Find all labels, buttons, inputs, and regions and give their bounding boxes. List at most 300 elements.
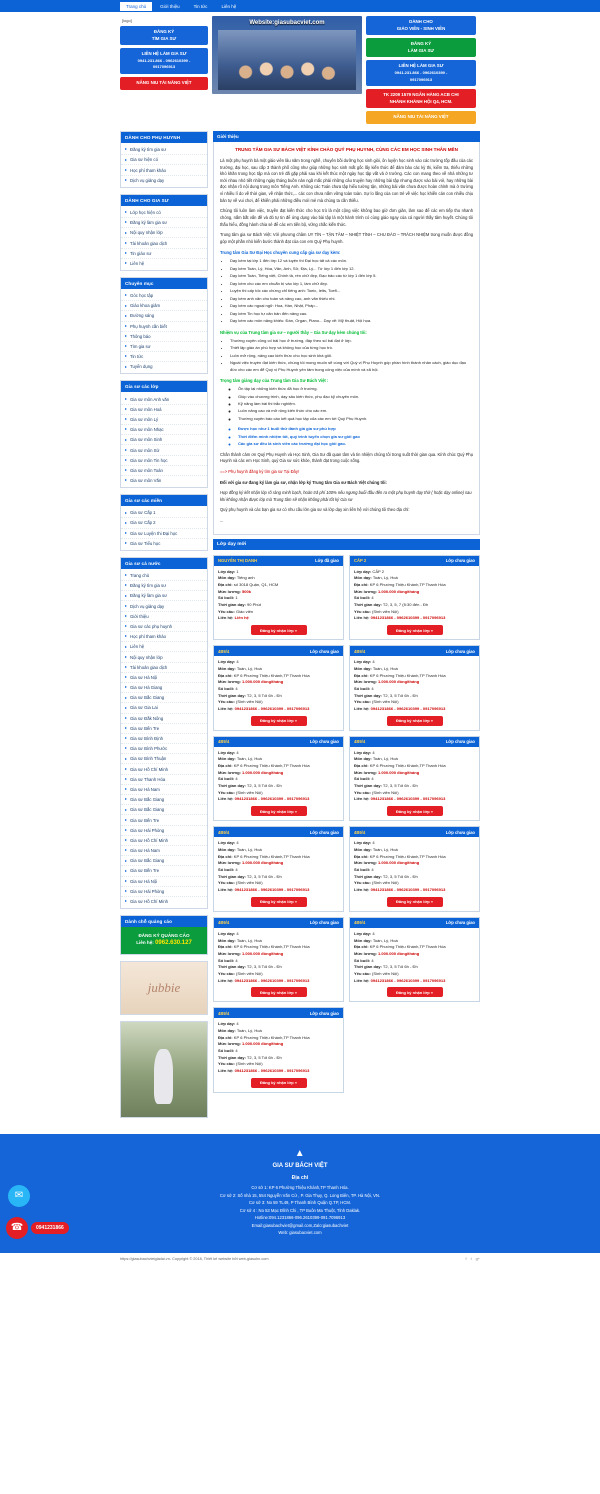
ad-register-line1: ĐĂNG KÝ QUẢNG CÁO [138, 933, 190, 939]
sidebar-item[interactable]: Gia sư môn Nhạc [121, 425, 207, 435]
sidebar-item[interactable]: Tin tức [121, 352, 207, 362]
contact-be-tutor-button[interactable] [366, 60, 476, 86]
ad-register-phone: 0962.630.127 [155, 940, 192, 947]
value-lop: 4 [236, 749, 239, 755]
label-diachi: Địa chỉ: [218, 853, 233, 859]
sidebar-item[interactable]: Gia sư môn Sử [121, 445, 207, 455]
ad-photo-image [121, 1022, 207, 1117]
sidebar-item[interactable]: Học phí tham khảo [121, 165, 207, 175]
sidebar-item[interactable]: Gia sư Thanh Hóa [121, 775, 207, 785]
footer-logo-icon: ▲ [294, 1148, 306, 1160]
class-row-diachi [218, 763, 339, 770]
article-list-item: • Dạy kèm tại lớp 1 đến lớp 12 và luyện thi Đại học tất cả các môn. [230, 258, 473, 264]
class-row-yeucau [218, 699, 339, 706]
ad-image-jubbie[interactable] [120, 961, 208, 1015]
sidebar-item[interactable]: Gia sư Bình Định [121, 734, 207, 744]
chat-icon[interactable]: ✉ [8, 1185, 30, 1207]
label-muc: Mức lương: [354, 588, 377, 594]
value-diachi: KP 6 Phường Thiệu Khánh,TP Thanh Hóa [233, 853, 310, 859]
value-yeucau: Giáo viên [236, 608, 254, 614]
class-row-yeucau [354, 699, 475, 706]
article-closing: Chân thành cảm ơn Quý Phụ Huynh và Học Sinh, Gia Sư đã quan tâm và tin nhiệm chúng tôi trong suốt thời gian qua. Kính chúc Quý Phụ Huynh và các em Học Sinh, quý Gia sư sức khỏe, thành đạt trong cuộc sống. [220, 451, 473, 464]
class-row-thoigian [218, 783, 339, 790]
article-paragraph: Chúng tôi luôn làm việc, truyền đạt kiến thức cho học trò là một cộng việc không bao giờ đơn giản, làm sao để các em tiếp thu nhanh chóng, nắm bắt vấn đề và đó tự tin để ứng dụng vào bài tập là một hành trình có cùng giáo ngay của cá người thầy tâm huyết. Chúng tôi thấu hiểu, đồng hành chia sẻ để các em tiến bộ, vững chắc kiến thức. [220, 208, 473, 227]
class-card-badge: Lớp chưa giao [309, 1010, 339, 1016]
class-card-body [350, 566, 479, 640]
value-diachi: KP 6 Phường Thiệu Khánh,TP Thanh Hóa [369, 581, 446, 587]
label-lienhe: Liên hệ: [218, 615, 234, 621]
class-card-body [350, 928, 479, 1002]
sidebar-item[interactable]: Tài khoản giao dịch [121, 663, 207, 673]
sidebar-panel-title: DÀNH CHO PHỤ HUYNH [121, 132, 207, 143]
label-mon: Môn dạy: [354, 847, 372, 852]
sidebar-item[interactable]: Lớp học hiện có [121, 208, 207, 218]
class-card-body [350, 747, 479, 821]
class-row-sobuoi [218, 958, 339, 965]
label-yeucau: Yêu cầu: [354, 608, 371, 614]
value-muc: 1.000.000 đồng/tháng [242, 860, 284, 866]
value-sobuoi: 4 [235, 867, 238, 873]
value-sobuoi: 4 [371, 776, 374, 782]
class-row-lienhe [218, 1068, 339, 1075]
contact-tutor-phone1: 0941.231.866 - 0962610399 - [137, 57, 191, 63]
class-card-header [350, 827, 479, 837]
label-lop: Lớp dạy: [354, 749, 372, 755]
label-sobuoi: Số buổi: [354, 867, 371, 873]
value-lienhe[interactable]: 0941231866 - 0962610399 - 0917096913 [370, 705, 446, 711]
label-sobuoi: Số buổi: [354, 957, 371, 963]
class-row-sobuoi [218, 595, 339, 602]
value-lienhe[interactable]: 0941231866 - 0962610399 - 0917096913 [370, 977, 446, 983]
sidebar-item[interactable]: Gia sư Hồ Chí Minh [121, 897, 207, 906]
bank-account-button[interactable] [366, 89, 476, 108]
nav-item-tin-tuc[interactable]: Tin tức [193, 3, 208, 9]
value-sobuoi: 4 [235, 1048, 238, 1054]
sidebar-item[interactable]: Đăng ký tìm gia sư [121, 145, 207, 155]
value-lop: 4 [236, 930, 239, 936]
label-mon: Môn dạy: [218, 575, 236, 581]
label-lop: Lớp dạy: [218, 749, 236, 755]
label-lop: Lớp dạy: [354, 568, 372, 574]
copyright-bar [0, 1253, 600, 1265]
value-lienhe[interactable]: 0941231866 - 0962610399 - 0917096913 [234, 977, 310, 983]
class-register-button[interactable]: Đăng ký nhận lớp » [251, 987, 307, 997]
class-card[interactable] [213, 1007, 344, 1093]
value-diachi: KP 6 Phường Thiệu Khánh,TP Thanh Hóa [369, 672, 446, 678]
value-diachi: KP 6 Phường Thiệu Khánh,TP Thanh Hóa [369, 944, 446, 950]
class-row-mon [218, 666, 339, 673]
sidebar-item[interactable]: Gia sư Hải Phòng [121, 826, 207, 836]
class-row-yeucau [218, 1061, 339, 1068]
sidebar-item[interactable]: Gia sư Luyện thi Đại học [121, 529, 207, 539]
value-lienhe[interactable]: 0941231866 - 0962610399 - 0917096913 [234, 705, 310, 711]
label-lienhe: Liên hệ: [218, 887, 234, 893]
sidebar-item[interactable]: Giới thiệu [121, 612, 207, 622]
value-yeucau: (Sinh viên Nội) [372, 699, 399, 705]
class-row-mon [354, 756, 475, 763]
sidebar-item[interactable]: Trang chủ [121, 571, 207, 581]
article-heading: TRUNG TÂM GIA SƯ BÁCH VIỆT KÍNH CHÀO QUÝ PHỤ HUYNH, CÙNG CÁC EM HỌC SINH THÂN MẾN [235, 147, 458, 153]
value-lienhe[interactable]: 0941231866 - 0962610399 - 0917096913 [370, 887, 446, 893]
sidebar-item[interactable]: Gia sư Hà Giang [121, 683, 207, 693]
label-mon: Môn dạy: [218, 756, 236, 762]
for-teachers-button[interactable] [366, 16, 476, 35]
class-card[interactable] [349, 555, 480, 641]
class-row-mon [354, 847, 475, 854]
phone-icon[interactable]: ☎ [6, 1217, 28, 1239]
label-thoigian: Thời gian dạy: [218, 602, 246, 607]
bank-account-line2: NHÁNH KHÁNH HỘI Q4, HCM. [389, 98, 453, 104]
class-card[interactable] [349, 917, 480, 1003]
class-row-sobuoi [218, 686, 339, 693]
sidebar-item[interactable]: Gia sư Bình Phước [121, 744, 207, 754]
sidebar-item[interactable]: Phụ huynh cần biết [121, 322, 207, 332]
value-diachi: KP 6 Phường Thiệu Khánh,TP Thanh Hóa [369, 763, 446, 769]
class-register-button[interactable]: Đăng ký nhận lớp » [387, 806, 443, 816]
value-lop: 4 [372, 749, 375, 755]
header-banner [212, 16, 362, 94]
value-muc: 1.000.000 đồng/tháng [378, 679, 420, 685]
value-thoigian: 90 Phút [246, 602, 261, 607]
label-thoigian: Thời gian dạy: [218, 873, 246, 879]
label-thoigian: Thời gian dạy: [354, 602, 382, 607]
label-diachi: Địa chỉ: [354, 581, 369, 587]
sidebar-item[interactable]: Dịch vụ giảng dạy [121, 176, 207, 185]
article-box [213, 142, 480, 535]
sidebar-item[interactable]: Giáo khoa giảm [121, 301, 207, 311]
value-lienhe[interactable]: 0941231866 - 0962610399 - 0917096913 [234, 887, 310, 893]
label-sobuoi: Số buổi: [218, 776, 235, 782]
class-row-yeucau [218, 880, 339, 887]
sidebar-item[interactable]: Gia sư môn Hoá [121, 405, 207, 415]
label-sobuoi: Số buổi: [354, 776, 371, 782]
value-diachi: KP 6 Phường Thiệu Khánh,TP Thanh Hóa [369, 853, 446, 859]
sidebar-item[interactable]: Gia sư Bắc Giang [121, 856, 207, 866]
label-muc: Mức lương: [354, 679, 377, 685]
value-diachi: KP 6 Phường Thiệu Khánh,TP Thanh Hóa [233, 1034, 310, 1040]
class-register-button[interactable]: Đăng ký nhận lớp » [387, 625, 443, 635]
label-mon: Môn dạy: [218, 1028, 236, 1034]
contact-tutor-button[interactable] [120, 48, 208, 74]
class-card-code: 4B9/4 [218, 1010, 230, 1016]
sidebar-item[interactable]: Gia sư môn Anh văn [121, 394, 207, 404]
nav-item-gioi-thieu[interactable]: Giới thiệu [160, 3, 180, 9]
class-row-thoigian [354, 602, 475, 609]
class-card-badge: Lớp chưa giao [445, 829, 475, 835]
twitter-icon[interactable]: t [470, 1256, 472, 1261]
article-strong-list [238, 426, 473, 447]
class-row-sobuoi [218, 776, 339, 783]
contact-tutor-line1: LIÊN HỆ LÀM GIA SƯ [141, 51, 187, 57]
label-muc: Mức lương: [218, 950, 241, 956]
class-card[interactable] [213, 736, 344, 822]
value-muc: 1.000.000 đồng/tháng [378, 860, 420, 866]
sidebar-item[interactable]: Gia sư Bến Tre [121, 815, 207, 825]
class-register-button[interactable]: Đăng ký nhận lớp » [251, 806, 307, 816]
value-sobuoi: 4 [235, 776, 238, 782]
value-muc: 1.000.000 đồng/tháng [378, 769, 420, 775]
sidebar-item[interactable]: Tài khoản giao dịch [121, 238, 207, 248]
label-yeucau: Yêu cầu: [354, 880, 371, 886]
register-find-tutor-button[interactable] [120, 26, 208, 45]
label-mon: Môn dạy: [354, 756, 372, 762]
class-row-lienhe [354, 796, 475, 803]
main-content [213, 131, 480, 1093]
sidebar-item[interactable]: Đăng ký làm gia sư [121, 218, 207, 228]
sidebar-item[interactable]: Đăng ký tìm gia sư [121, 581, 207, 591]
value-lop: 4 [236, 659, 239, 665]
sidebar-item[interactable]: Gia sư Cấp 2 [121, 518, 207, 528]
nav-item-trang-chu[interactable]: Trang chủ [120, 2, 152, 11]
sidebar-item[interactable]: Tuyển dụng [121, 362, 207, 371]
value-lienhe[interactable]: 0941231866 - 0962610399 - 0917096913 [234, 1068, 310, 1074]
class-row-sobuoi [354, 958, 475, 965]
sidebar-item[interactable]: Gia sư Bắc Giang [121, 805, 207, 815]
class-row-yeucau [354, 880, 475, 887]
class-row-muc [354, 951, 475, 958]
class-row-sobuoi [218, 1048, 339, 1055]
sidebar-item[interactable]: Thông báo [121, 332, 207, 342]
sidebar-item[interactable]: Học phí tham khảo [121, 632, 207, 642]
sidebar-panel-title: Gia sư cả nước [121, 558, 207, 569]
article-list-item: • Dạy kèm Toán, Tiếng việt, Chính tả, rèn chữ đẹp, Đạo bảo các từ lớp 1 đến lớp 5. [230, 273, 473, 279]
value-sobuoi: 4 [371, 867, 374, 873]
class-card-grid [213, 550, 480, 1093]
ad-register-banner[interactable] [121, 927, 207, 954]
sidebar-item[interactable]: Nội quy nhận lớp [121, 228, 207, 238]
register-be-tutor-button[interactable] [366, 38, 476, 57]
class-row-thoigian [354, 783, 475, 790]
label-diachi: Địa chỉ: [218, 944, 233, 950]
class-card-body [350, 656, 479, 730]
google-plus-icon[interactable]: g+ [475, 1256, 480, 1261]
value-lienhe[interactable]: 0941231866 - 0962610399 - 0917096913 [234, 796, 310, 802]
article-list-item: • Dạy kèm Toán, Lý, Hóa, Văn, Anh, Sử, Địa, Lý... Từ lớp 1 đến lớp 12. [230, 266, 473, 272]
sidebar-item[interactable]: Tìm gia sư [121, 342, 207, 352]
sidebar-item[interactable]: Gia sư các phụ huynh [121, 622, 207, 632]
sidebar-panel-phu-huynh [120, 131, 208, 188]
sidebar-item[interactable]: Nội quy nhận lớp [121, 652, 207, 662]
class-card-badge: Lớp chưa giao [445, 558, 475, 564]
for-teachers-line2: GIÁO VIÊN - SINH VIÊN [396, 25, 446, 31]
sidebar-item[interactable]: Gia sư Hà Nội [121, 877, 207, 887]
class-row-diachi [354, 582, 475, 589]
value-thoigian: T2, 3, 5 Tối 6h - Đh [382, 692, 418, 698]
footer-address-line: Cơ sở 2: Số nhà 15, 554 Nguyễn Văn Cừ , P. Gia Thụy, Q. Long Biên, TP. Hà Nội, VN. [219, 1192, 381, 1198]
value-lop: CẤP 2 [372, 568, 385, 574]
label-diachi: Địa chỉ: [354, 763, 369, 769]
nav-item-lien-he[interactable]: Liên hệ [221, 3, 237, 9]
sidebar-item[interactable]: Gia sư Gia Lai [121, 703, 207, 713]
sidebar-item[interactable]: Gia sư Hà Nội [121, 673, 207, 683]
sidebar-panel-chuyen-muc [120, 277, 208, 375]
article-list-item: ◦ Luôn nâng cao và mở rộng kiến thức cho các em. [238, 408, 473, 414]
class-register-button[interactable]: Đăng ký nhận lớp » [251, 716, 307, 726]
slogan-button-right[interactable]: NÂNG NIU TÀI NĂNG VIỆT [366, 111, 476, 124]
slogan-button-left[interactable]: NÂNG NIU TÀI NĂNG VIỆT [120, 77, 208, 90]
label-lienhe: Liên hệ: [354, 977, 370, 983]
site-logo[interactable]: [logo] [122, 18, 132, 23]
label-lop: Lớp dạy: [218, 659, 236, 665]
sidebar-panel-title: Chuyên mục [121, 278, 207, 289]
class-card[interactable] [213, 917, 344, 1003]
ad-register-line2: Liên hệ: [136, 940, 154, 946]
label-lienhe: Liên hệ: [354, 615, 370, 621]
class-card[interactable] [349, 645, 480, 731]
value-lop: 4 [372, 659, 375, 665]
sidebar-item[interactable]: Gia sư Tiểu học [121, 539, 207, 548]
label-thoigian: Thời gian dạy: [218, 1054, 246, 1060]
class-row-yeucau [354, 609, 475, 616]
class-card-code: 4B9/4 [218, 920, 230, 926]
sidebar-item[interactable]: Liên hệ [121, 259, 207, 268]
class-row-diachi [218, 582, 339, 589]
article-list-item: ◦ Các gia sư đều là sinh viên các trường đại học giỏi gao. [238, 441, 473, 447]
class-register-button[interactable]: Đăng ký nhận lớp » [387, 716, 443, 726]
class-card[interactable] [349, 736, 480, 822]
article-list-item: ◦ Ôn tập lại những kiến thức đã học ở trường. [238, 386, 473, 392]
class-row-thoigian [218, 693, 339, 700]
class-card-header [350, 646, 479, 656]
article-list-item: ◦ Giúp vào chương trình, dạy sâu kiến thức, phụ đạo kỹ chuyên môn. [238, 394, 473, 400]
class-card[interactable] [213, 555, 344, 641]
class-card[interactable] [213, 645, 344, 731]
class-row-sobuoi [354, 867, 475, 874]
sidebar-item[interactable]: Gia sư môn Lý [121, 415, 207, 425]
label-diachi: Địa chỉ: [354, 672, 369, 678]
sidebar-item[interactable]: Gia sư Bến Tre [121, 724, 207, 734]
class-register-button[interactable]: Đăng ký nhận lớp » [387, 897, 443, 907]
class-row-yeucau [354, 790, 475, 797]
sidebar-item[interactable]: Gia sư môn Văn [121, 476, 207, 485]
sidebar-item[interactable]: Gia sư Bắc Giang [121, 693, 207, 703]
article-list-item: • Dạy kèm các ngoại ngữ: Hoa, Hàn, Nhật, Pháp... [230, 303, 473, 309]
class-card-badge: Lớp chưa giao [445, 920, 475, 926]
sidebar-item[interactable]: Gia sư Hải Phòng [121, 887, 207, 897]
value-diachi: KP 6 Phường Thiệu Khánh,TP Thanh Hóa [233, 763, 310, 769]
value-yeucau: (Sinh viên Nội) [236, 880, 263, 886]
article-list-item: • Dạy kèm các môn năng khiếu: Đàn, Organ, Piano... Dạy vẽ: Mỹ thuật, Hội họa. [230, 318, 473, 324]
label-lop: Lớp dạy: [218, 930, 236, 936]
class-card-code: 4B9/4 [218, 739, 230, 745]
class-card-header [214, 556, 343, 566]
sidebar-item[interactable]: Gia sư Cấp 1 [121, 508, 207, 518]
facebook-icon[interactable]: f [465, 1256, 467, 1261]
sidebar-item[interactable]: Gia sư Hồ Chí Minh [121, 764, 207, 774]
label-muc: Mức lương: [354, 769, 377, 775]
article-register-link[interactable]: ==> Phụ huynh đăng ký tìm gia sư Tại Đây! [220, 469, 300, 475]
banner-caption: Website:giasubacviet.com [249, 20, 325, 26]
class-card-header [214, 737, 343, 747]
footer-hotline[interactable]: Hotline:094.1231866-096.2610399-091.7096913 [254, 1215, 346, 1221]
value-mon: Toán, Lý, Hoá [236, 665, 262, 671]
sidebar-item[interactable]: Gia sư Bắc Giang [121, 795, 207, 805]
class-register-button[interactable]: Đăng ký nhận lớp » [251, 625, 307, 635]
value-lienhe[interactable]: 0941231866 - 0962610399 - 0917096913 [370, 615, 446, 621]
sidebar-item[interactable]: Góc học tập [121, 291, 207, 301]
sidebar-item[interactable]: Liên hệ [121, 642, 207, 652]
class-card-code: 4B9/4 [354, 920, 366, 926]
class-row-mon [354, 575, 475, 582]
sidebar-item[interactable]: Đăng ký làm gia sư [121, 591, 207, 601]
class-row-thoigian [218, 602, 339, 609]
floating-phone-number[interactable]: 0941231866 [31, 1222, 69, 1234]
class-row-mon [218, 575, 339, 582]
footer-web[interactable]: Web: giasubacviet.com [278, 1230, 322, 1236]
article-panel-title: Giới thiệu [213, 131, 480, 142]
label-lop: Lớp dạy: [354, 659, 372, 665]
sidebar-item[interactable]: Gia sư Đắk Nông [121, 714, 207, 724]
sidebar-item[interactable]: Đường sáng [121, 311, 207, 321]
class-register-button[interactable]: Đăng ký nhận lớp » [251, 897, 307, 907]
class-row-sobuoi [218, 867, 339, 874]
sidebar-item[interactable]: Gia sư môn Tin học [121, 456, 207, 466]
class-row-yeucau [218, 790, 339, 797]
value-yeucau: (Sinh viên Nội) [236, 970, 263, 976]
sidebar-item[interactable]: Gia sư môn Toán [121, 466, 207, 476]
sidebar-panel-gia-su [120, 194, 208, 271]
value-yeucau: (Sinh viên Nội) [372, 789, 399, 795]
class-register-button[interactable]: Đăng ký nhận lớp » [387, 987, 443, 997]
sidebar-item[interactable]: Dịch vụ giảng dạy [121, 601, 207, 611]
label-muc: Mức lương: [354, 950, 377, 956]
sidebar-panel-title: DÀNH CHO GIA SƯ [121, 195, 207, 206]
class-card[interactable] [213, 826, 344, 912]
footer-address-line: Cơ sở 3: No 59 TL49, P Thanh Bình Quận Q.TP, HCM. [248, 1200, 351, 1206]
value-thoigian: T2, 3, 5 Tối 6h - Đh [382, 964, 418, 970]
sidebar-item[interactable]: Gia sư Hồ Chí Minh [121, 836, 207, 846]
class-card[interactable] [349, 826, 480, 912]
value-mon: Toán, Lý, Hoá [372, 756, 398, 762]
class-row-diachi [354, 763, 475, 770]
label-lop: Lớp dạy: [354, 930, 372, 936]
article-list-item: • Dạy kèm cho các em chuẩn bị vào lớp 1, làm chữ đẹp. [230, 281, 473, 287]
article-list-item: • Thiết lập giáo án phù hợp và không học của từng học trò. [230, 345, 473, 351]
label-yeucau: Yêu cầu: [354, 699, 371, 705]
class-card-badge: Lớp chưa giao [445, 648, 475, 654]
ad-image-photo[interactable] [120, 1021, 208, 1118]
ads-panel [120, 915, 208, 955]
sidebar-item[interactable]: Gia sư Hà Nam [121, 785, 207, 795]
value-thoigian: T2, 3, 5 Tối 6h - Đh [382, 783, 418, 789]
sidebar-item[interactable]: Gia sư Bình Thuận [121, 754, 207, 764]
sidebar-item[interactable]: Gia sư Hà Nam [121, 846, 207, 856]
footer-email[interactable]: Email:giasubachviet@gmail.com,Zalo:giasubachviet [251, 1222, 349, 1228]
sidebar-item[interactable]: Gia sư môn Sinh [121, 435, 207, 445]
value-muc: 1.000.000 đồng/tháng [242, 769, 284, 775]
class-register-button[interactable]: Đăng ký nhận lớp » [251, 1078, 307, 1088]
label-sobuoi: Số buổi: [218, 685, 235, 691]
sidebar-item[interactable]: Gia sư hiện có [121, 155, 207, 165]
value-lienhe[interactable]: Liên hệ [234, 615, 249, 621]
article-mission-list [230, 338, 473, 373]
label-lop: Lớp dạy: [218, 840, 236, 846]
value-sobuoi: 1 [235, 595, 238, 601]
ads-panel-title: Dành chỗ quảng cáo [121, 916, 207, 927]
class-card-code: 4B9/4 [354, 829, 366, 835]
floating-phone[interactable] [6, 1217, 69, 1239]
sidebar-item[interactable]: Gia sư Bến Tre [121, 866, 207, 876]
value-lienhe[interactable]: 0941231866 - 0962610399 - 0917096913 [370, 796, 446, 802]
class-row-lienhe [354, 615, 475, 622]
article-contract-note: Hợp đồng ký kết nhận lớp rõ ràng minh bạch, hoàn trả phí 100% nếu ngưng buổi đầu đến ra một phụ huynh dạy thử ( hoặc dạy online) sau khi không nhận được lớp mà Trung tâm sẽ nhận không phải tốt ký Gia sư [220, 490, 472, 502]
class-card-body [214, 928, 343, 1002]
class-row-mon [218, 756, 339, 763]
sidebar-item[interactable]: Tin giáo sư [121, 249, 207, 259]
register-be-tutor-line2: LÀM GIA SƯ [407, 47, 435, 53]
register-find-tutor-line2: TÌM GIA SƯ [151, 35, 177, 41]
label-yeucau: Yêu cầu: [354, 970, 371, 976]
